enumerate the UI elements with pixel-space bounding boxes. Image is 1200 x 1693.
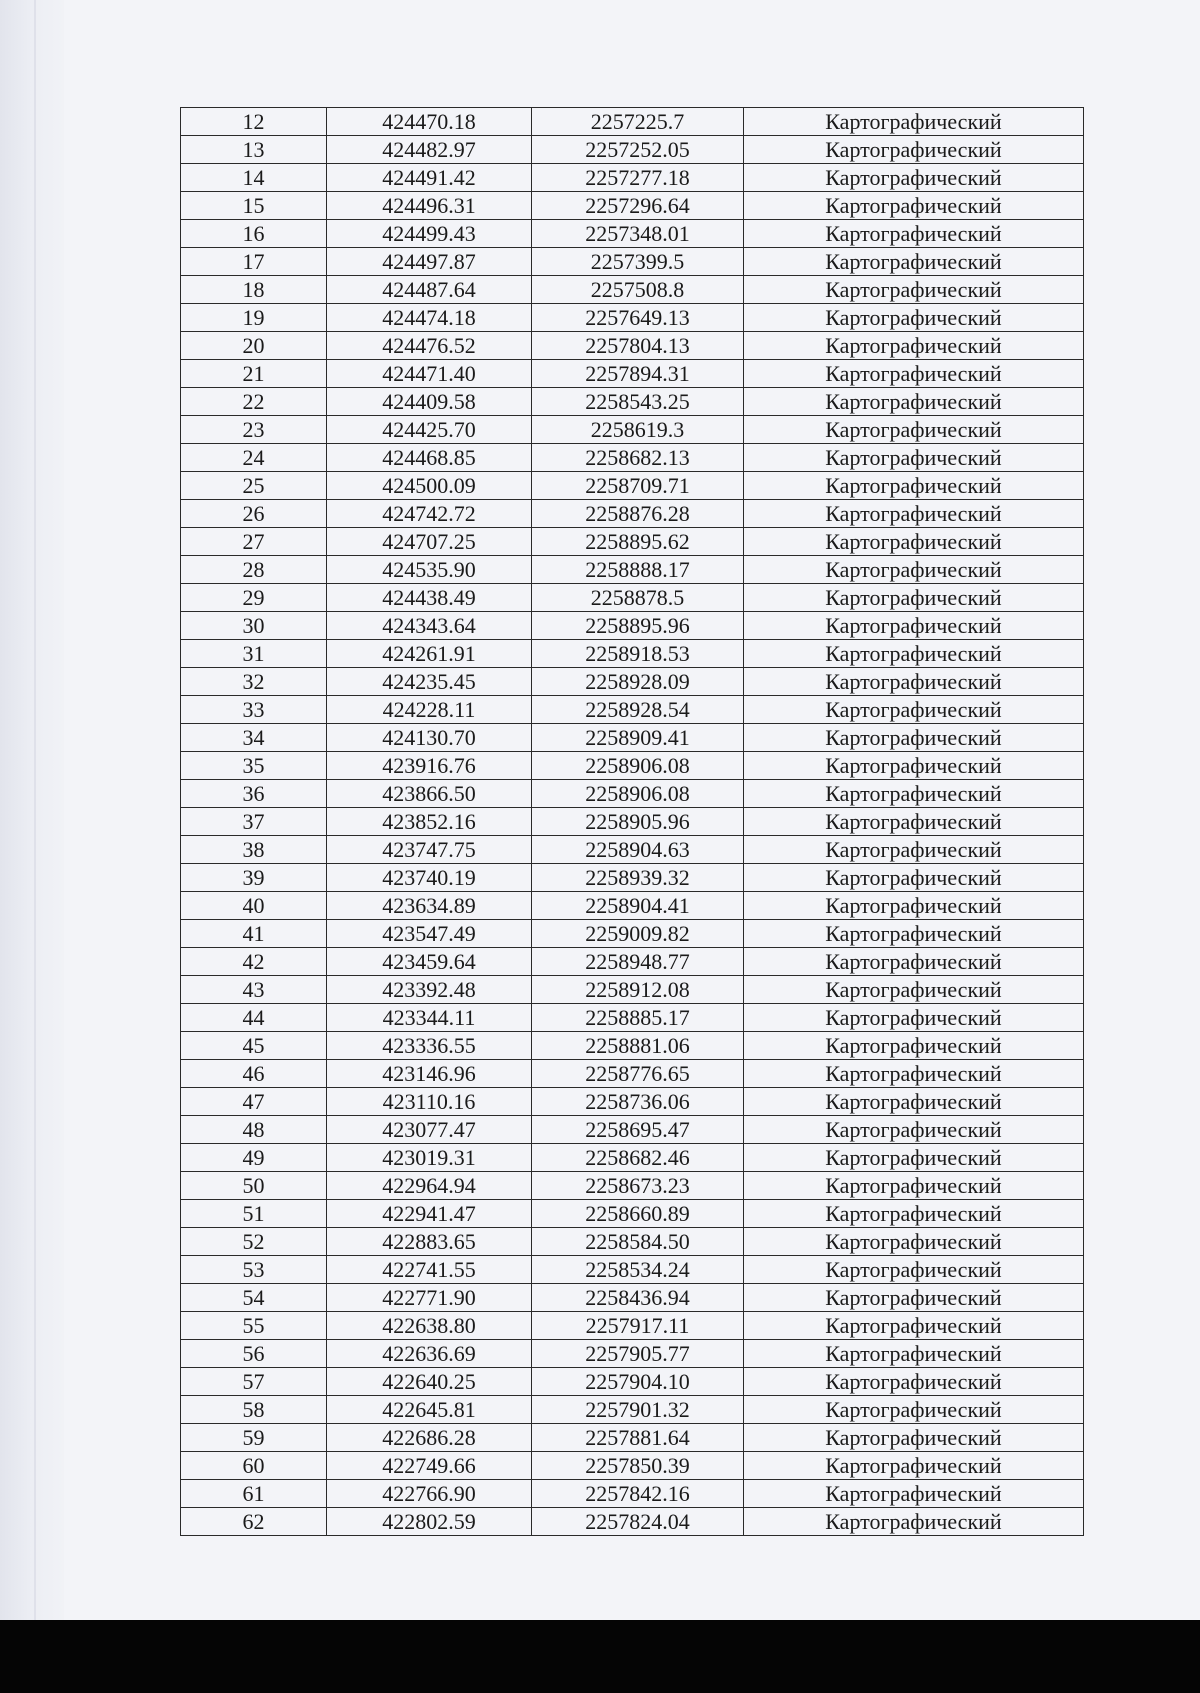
y-coordinate-cell: 2258912.08 xyxy=(532,976,744,1004)
table-row xyxy=(181,276,1084,304)
point-number-cell: 43 xyxy=(181,976,327,1004)
y-coordinate-cell: 2258881.06 xyxy=(532,1032,744,1060)
coordinates-table-body xyxy=(181,108,1084,1536)
point-number-cell: 28 xyxy=(181,556,327,584)
point-number-cell: 52 xyxy=(181,1228,327,1256)
point-number-cell: 31 xyxy=(181,640,327,668)
table-row xyxy=(181,500,1084,528)
method-cell: Картографический xyxy=(744,556,1084,584)
table-row xyxy=(181,584,1084,612)
x-coordinate-cell: 422640.25 xyxy=(327,1368,532,1396)
x-coordinate-cell: 423547.49 xyxy=(327,920,532,948)
table-row xyxy=(181,1172,1084,1200)
y-coordinate-cell: 2258543.25 xyxy=(532,388,744,416)
point-number-cell: 42 xyxy=(181,948,327,976)
table-row xyxy=(181,1368,1084,1396)
x-coordinate-cell: 422741.55 xyxy=(327,1256,532,1284)
y-coordinate-cell: 2257399.5 xyxy=(532,248,744,276)
point-number-cell: 15 xyxy=(181,192,327,220)
point-number-cell: 12 xyxy=(181,108,327,136)
x-coordinate-cell: 423344.11 xyxy=(327,1004,532,1032)
x-coordinate-cell: 424707.25 xyxy=(327,528,532,556)
point-number-cell: 30 xyxy=(181,612,327,640)
table-row xyxy=(181,1116,1084,1144)
y-coordinate-cell: 2258948.77 xyxy=(532,948,744,976)
x-coordinate-cell: 424487.64 xyxy=(327,276,532,304)
y-coordinate-cell: 2258709.71 xyxy=(532,472,744,500)
method-cell: Картографический xyxy=(744,780,1084,808)
point-number-cell: 45 xyxy=(181,1032,327,1060)
y-coordinate-cell: 2258895.96 xyxy=(532,612,744,640)
point-number-cell: 26 xyxy=(181,500,327,528)
x-coordinate-cell: 422802.59 xyxy=(327,1508,532,1536)
method-cell: Картографический xyxy=(744,724,1084,752)
method-cell: Картографический xyxy=(744,1116,1084,1144)
table-row xyxy=(181,1256,1084,1284)
point-number-cell: 59 xyxy=(181,1424,327,1452)
y-coordinate-cell: 2257348.01 xyxy=(532,220,744,248)
x-coordinate-cell: 424491.42 xyxy=(327,164,532,192)
y-coordinate-cell: 2257804.13 xyxy=(532,332,744,360)
x-coordinate-cell: 424470.18 xyxy=(327,108,532,136)
y-coordinate-cell: 2257917.11 xyxy=(532,1312,744,1340)
table-row xyxy=(181,836,1084,864)
table-row xyxy=(181,192,1084,220)
point-number-cell: 27 xyxy=(181,528,327,556)
x-coordinate-cell: 424235.45 xyxy=(327,668,532,696)
method-cell: Картографический xyxy=(744,500,1084,528)
method-cell: Картографический xyxy=(744,248,1084,276)
y-coordinate-cell: 2257904.10 xyxy=(532,1368,744,1396)
table-row xyxy=(181,1312,1084,1340)
method-cell: Картографический xyxy=(744,1060,1084,1088)
x-coordinate-cell: 424471.40 xyxy=(327,360,532,388)
y-coordinate-cell: 2258695.47 xyxy=(532,1116,744,1144)
x-coordinate-cell: 424742.72 xyxy=(327,500,532,528)
method-cell: Картографический xyxy=(744,164,1084,192)
table-row xyxy=(181,864,1084,892)
method-cell: Картографический xyxy=(744,836,1084,864)
x-coordinate-cell: 422766.90 xyxy=(327,1480,532,1508)
point-number-cell: 19 xyxy=(181,304,327,332)
method-cell: Картографический xyxy=(744,136,1084,164)
y-coordinate-cell: 2257252.05 xyxy=(532,136,744,164)
table-row xyxy=(181,752,1084,780)
y-coordinate-cell: 2257850.39 xyxy=(532,1452,744,1480)
method-cell: Картографический xyxy=(744,920,1084,948)
y-coordinate-cell: 2258878.5 xyxy=(532,584,744,612)
x-coordinate-cell: 424261.91 xyxy=(327,640,532,668)
x-coordinate-cell: 423110.16 xyxy=(327,1088,532,1116)
y-coordinate-cell: 2258906.08 xyxy=(532,780,744,808)
x-coordinate-cell: 424535.90 xyxy=(327,556,532,584)
x-coordinate-cell: 423866.50 xyxy=(327,780,532,808)
method-cell: Картографический xyxy=(744,976,1084,1004)
y-coordinate-cell: 2258584.50 xyxy=(532,1228,744,1256)
point-number-cell: 32 xyxy=(181,668,327,696)
table-row xyxy=(181,1508,1084,1536)
point-number-cell: 53 xyxy=(181,1256,327,1284)
x-coordinate-cell: 423634.89 xyxy=(327,892,532,920)
y-coordinate-cell: 2258906.08 xyxy=(532,752,744,780)
point-number-cell: 61 xyxy=(181,1480,327,1508)
scan-left-margin xyxy=(0,0,64,1620)
y-coordinate-cell: 2258895.62 xyxy=(532,528,744,556)
y-coordinate-cell: 2257905.77 xyxy=(532,1340,744,1368)
method-cell: Картографический xyxy=(744,752,1084,780)
table-row xyxy=(181,696,1084,724)
method-cell: Картографический xyxy=(744,1480,1084,1508)
method-cell: Картографический xyxy=(744,892,1084,920)
point-number-cell: 37 xyxy=(181,808,327,836)
x-coordinate-cell: 422749.66 xyxy=(327,1452,532,1480)
method-cell: Картографический xyxy=(744,864,1084,892)
point-number-cell: 60 xyxy=(181,1452,327,1480)
x-coordinate-cell: 424468.85 xyxy=(327,444,532,472)
method-cell: Картографический xyxy=(744,1368,1084,1396)
table-row xyxy=(181,780,1084,808)
table-row xyxy=(181,1144,1084,1172)
method-cell: Картографический xyxy=(744,808,1084,836)
point-number-cell: 14 xyxy=(181,164,327,192)
method-cell: Картографический xyxy=(744,1032,1084,1060)
y-coordinate-cell: 2258885.17 xyxy=(532,1004,744,1032)
x-coordinate-cell: 424500.09 xyxy=(327,472,532,500)
x-coordinate-cell: 422686.28 xyxy=(327,1424,532,1452)
table-row xyxy=(181,248,1084,276)
x-coordinate-cell: 422638.80 xyxy=(327,1312,532,1340)
point-number-cell: 62 xyxy=(181,1508,327,1536)
table-row xyxy=(181,220,1084,248)
method-cell: Картографический xyxy=(744,1172,1084,1200)
point-number-cell: 13 xyxy=(181,136,327,164)
x-coordinate-cell: 423077.47 xyxy=(327,1116,532,1144)
x-coordinate-cell: 423336.55 xyxy=(327,1032,532,1060)
method-cell: Картографический xyxy=(744,360,1084,388)
method-cell: Картографический xyxy=(744,1256,1084,1284)
x-coordinate-cell: 424425.70 xyxy=(327,416,532,444)
table-row xyxy=(181,1228,1084,1256)
method-cell: Картографический xyxy=(744,584,1084,612)
x-coordinate-cell: 422964.94 xyxy=(327,1172,532,1200)
point-number-cell: 35 xyxy=(181,752,327,780)
table-row xyxy=(181,528,1084,556)
x-coordinate-cell: 423852.16 xyxy=(327,808,532,836)
x-coordinate-cell: 424476.52 xyxy=(327,332,532,360)
x-coordinate-cell: 424497.87 xyxy=(327,248,532,276)
x-coordinate-cell: 423019.31 xyxy=(327,1144,532,1172)
point-number-cell: 21 xyxy=(181,360,327,388)
point-number-cell: 24 xyxy=(181,444,327,472)
method-cell: Картографический xyxy=(744,472,1084,500)
y-coordinate-cell: 2258905.96 xyxy=(532,808,744,836)
x-coordinate-cell: 422941.47 xyxy=(327,1200,532,1228)
table-row xyxy=(181,1396,1084,1424)
x-coordinate-cell: 424130.70 xyxy=(327,724,532,752)
table-row xyxy=(181,1088,1084,1116)
y-coordinate-cell: 2258928.09 xyxy=(532,668,744,696)
x-coordinate-cell: 423916.76 xyxy=(327,752,532,780)
point-number-cell: 48 xyxy=(181,1116,327,1144)
method-cell: Картографический xyxy=(744,1452,1084,1480)
point-number-cell: 47 xyxy=(181,1088,327,1116)
y-coordinate-cell: 2257225.7 xyxy=(532,108,744,136)
method-cell: Картографический xyxy=(744,388,1084,416)
y-coordinate-cell: 2258876.28 xyxy=(532,500,744,528)
y-coordinate-cell: 2258904.41 xyxy=(532,892,744,920)
x-coordinate-cell: 424499.43 xyxy=(327,220,532,248)
point-number-cell: 40 xyxy=(181,892,327,920)
table-row xyxy=(181,948,1084,976)
y-coordinate-cell: 2258436.94 xyxy=(532,1284,744,1312)
point-number-cell: 36 xyxy=(181,780,327,808)
table-row xyxy=(181,640,1084,668)
x-coordinate-cell: 423146.96 xyxy=(327,1060,532,1088)
y-coordinate-cell: 2258534.24 xyxy=(532,1256,744,1284)
method-cell: Картографический xyxy=(744,304,1084,332)
method-cell: Картографический xyxy=(744,1088,1084,1116)
point-number-cell: 18 xyxy=(181,276,327,304)
table-row xyxy=(181,556,1084,584)
method-cell: Картографический xyxy=(744,444,1084,472)
method-cell: Картографический xyxy=(744,1228,1084,1256)
method-cell: Картографический xyxy=(744,108,1084,136)
table-row xyxy=(181,724,1084,752)
table-row xyxy=(181,668,1084,696)
table-row xyxy=(181,108,1084,136)
table-row xyxy=(181,136,1084,164)
x-coordinate-cell: 422645.81 xyxy=(327,1396,532,1424)
y-coordinate-cell: 2257842.16 xyxy=(532,1480,744,1508)
table-row xyxy=(181,1032,1084,1060)
point-number-cell: 49 xyxy=(181,1144,327,1172)
method-cell: Картографический xyxy=(744,1424,1084,1452)
x-coordinate-cell: 422636.69 xyxy=(327,1340,532,1368)
method-cell: Картографический xyxy=(744,332,1084,360)
point-number-cell: 56 xyxy=(181,1340,327,1368)
y-coordinate-cell: 2257277.18 xyxy=(532,164,744,192)
y-coordinate-cell: 2257296.64 xyxy=(532,192,744,220)
y-coordinate-cell: 2258776.65 xyxy=(532,1060,744,1088)
method-cell: Картографический xyxy=(744,948,1084,976)
point-number-cell: 20 xyxy=(181,332,327,360)
table-row xyxy=(181,1284,1084,1312)
point-number-cell: 17 xyxy=(181,248,327,276)
method-cell: Картографический xyxy=(744,668,1084,696)
point-number-cell: 16 xyxy=(181,220,327,248)
method-cell: Картографический xyxy=(744,220,1084,248)
y-coordinate-cell: 2257881.64 xyxy=(532,1424,744,1452)
y-coordinate-cell: 2257508.8 xyxy=(532,276,744,304)
x-coordinate-cell: 422883.65 xyxy=(327,1228,532,1256)
table-row xyxy=(181,1060,1084,1088)
point-number-cell: 33 xyxy=(181,696,327,724)
y-coordinate-cell: 2257649.13 xyxy=(532,304,744,332)
table-row xyxy=(181,1480,1084,1508)
y-coordinate-cell: 2258673.23 xyxy=(532,1172,744,1200)
table-row xyxy=(181,612,1084,640)
method-cell: Картографический xyxy=(744,1004,1084,1032)
table-row xyxy=(181,444,1084,472)
x-coordinate-cell: 423747.75 xyxy=(327,836,532,864)
method-cell: Картографический xyxy=(744,696,1084,724)
y-coordinate-cell: 2258736.06 xyxy=(532,1088,744,1116)
y-coordinate-cell: 2258939.32 xyxy=(532,864,744,892)
table-row xyxy=(181,304,1084,332)
point-number-cell: 29 xyxy=(181,584,327,612)
x-coordinate-cell: 422771.90 xyxy=(327,1284,532,1312)
y-coordinate-cell: 2257894.31 xyxy=(532,360,744,388)
table-row xyxy=(181,1452,1084,1480)
table-row xyxy=(181,332,1084,360)
coordinates-table xyxy=(180,107,1084,1536)
point-number-cell: 54 xyxy=(181,1284,327,1312)
x-coordinate-cell: 423459.64 xyxy=(327,948,532,976)
y-coordinate-cell: 2258909.41 xyxy=(532,724,744,752)
table-row xyxy=(181,164,1084,192)
table-row xyxy=(181,388,1084,416)
document-page xyxy=(180,107,1083,1536)
table-row xyxy=(181,976,1084,1004)
method-cell: Картографический xyxy=(744,1312,1084,1340)
method-cell: Картографический xyxy=(744,1396,1084,1424)
method-cell: Картографический xyxy=(744,1144,1084,1172)
y-coordinate-cell: 2258682.13 xyxy=(532,444,744,472)
point-number-cell: 25 xyxy=(181,472,327,500)
x-coordinate-cell: 424343.64 xyxy=(327,612,532,640)
x-coordinate-cell: 424474.18 xyxy=(327,304,532,332)
method-cell: Картографический xyxy=(744,192,1084,220)
method-cell: Картографический xyxy=(744,1284,1084,1312)
y-coordinate-cell: 2259009.82 xyxy=(532,920,744,948)
point-number-cell: 46 xyxy=(181,1060,327,1088)
x-coordinate-cell: 424482.97 xyxy=(327,136,532,164)
point-number-cell: 34 xyxy=(181,724,327,752)
table-row xyxy=(181,416,1084,444)
y-coordinate-cell: 2258928.54 xyxy=(532,696,744,724)
point-number-cell: 38 xyxy=(181,836,327,864)
y-coordinate-cell: 2257901.32 xyxy=(532,1396,744,1424)
method-cell: Картографический xyxy=(744,416,1084,444)
method-cell: Картографический xyxy=(744,612,1084,640)
table-row xyxy=(181,808,1084,836)
method-cell: Картографический xyxy=(744,276,1084,304)
x-coordinate-cell: 423740.19 xyxy=(327,864,532,892)
method-cell: Картографический xyxy=(744,1340,1084,1368)
point-number-cell: 57 xyxy=(181,1368,327,1396)
table-row xyxy=(181,1340,1084,1368)
x-coordinate-cell: 424496.31 xyxy=(327,192,532,220)
method-cell: Картографический xyxy=(744,640,1084,668)
x-coordinate-cell: 424409.58 xyxy=(327,388,532,416)
y-coordinate-cell: 2258918.53 xyxy=(532,640,744,668)
y-coordinate-cell: 2257824.04 xyxy=(532,1508,744,1536)
y-coordinate-cell: 2258888.17 xyxy=(532,556,744,584)
point-number-cell: 44 xyxy=(181,1004,327,1032)
point-number-cell: 39 xyxy=(181,864,327,892)
y-coordinate-cell: 2258619.3 xyxy=(532,416,744,444)
table-row xyxy=(181,1200,1084,1228)
table-row xyxy=(181,360,1084,388)
table-row xyxy=(181,472,1084,500)
y-coordinate-cell: 2258904.63 xyxy=(532,836,744,864)
method-cell: Картографический xyxy=(744,1200,1084,1228)
point-number-cell: 58 xyxy=(181,1396,327,1424)
table-row xyxy=(181,920,1084,948)
point-number-cell: 23 xyxy=(181,416,327,444)
point-number-cell: 55 xyxy=(181,1312,327,1340)
point-number-cell: 50 xyxy=(181,1172,327,1200)
y-coordinate-cell: 2258682.46 xyxy=(532,1144,744,1172)
point-number-cell: 51 xyxy=(181,1200,327,1228)
method-cell: Картографический xyxy=(744,528,1084,556)
method-cell: Картографический xyxy=(744,1508,1084,1536)
table-row xyxy=(181,892,1084,920)
point-number-cell: 22 xyxy=(181,388,327,416)
point-number-cell: 41 xyxy=(181,920,327,948)
table-row xyxy=(181,1424,1084,1452)
x-coordinate-cell: 424438.49 xyxy=(327,584,532,612)
x-coordinate-cell: 424228.11 xyxy=(327,696,532,724)
scan-bottom-edge xyxy=(0,1620,1200,1693)
x-coordinate-cell: 423392.48 xyxy=(327,976,532,1004)
table-row xyxy=(181,1004,1084,1032)
y-coordinate-cell: 2258660.89 xyxy=(532,1200,744,1228)
